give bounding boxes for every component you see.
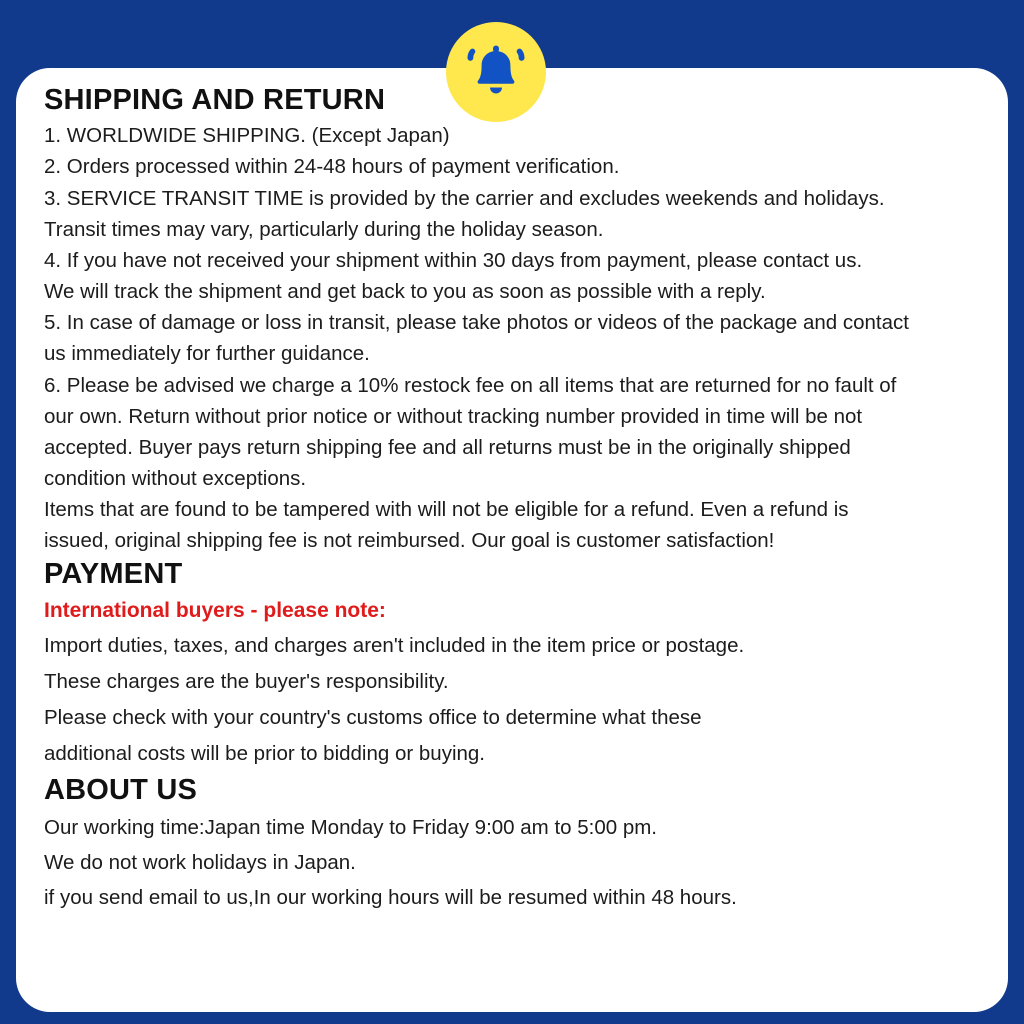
payment-line: Please check with your country's customs office to determine what these xyxy=(44,705,702,729)
policy-card xyxy=(16,68,1008,1012)
payment-line: Import duties, taxes, and charges aren't included in the item price or postage. xyxy=(44,634,745,658)
shipping-line: accepted. Buyer pays return shipping fee and all returns must be in the originally shipped xyxy=(44,435,851,459)
shipping-line: Transit times may vary, particularly during the holiday season. xyxy=(44,217,604,241)
shipping-line: our own. Return without prior notice or without tracking number provided in time will be not xyxy=(44,404,863,428)
payment-section xyxy=(44,556,980,771)
shipping-line: 4. If you have not received your shipment within 30 days from payment, please contact us. xyxy=(44,248,863,272)
about-section-title: ABOUT US xyxy=(44,773,198,806)
shipping-line: 1. WORLDWIDE SHIPPING. (Except Japan) xyxy=(44,124,450,148)
payment-line: additional costs will be prior to bidding or buying. xyxy=(44,741,486,765)
shipping-line: issued, original shipping fee is not reimbursed. Our goal is customer satisfaction! xyxy=(44,529,775,553)
bell-badge xyxy=(446,22,546,122)
about-line: if you send email to us,In our working hours will be resumed within 48 hours. xyxy=(44,886,737,910)
shipping-line: We will track the shipment and get back to you as soon as possible with a reply. xyxy=(44,280,766,304)
payment-section-title: PAYMENT xyxy=(44,558,183,591)
shipping-and-return-section xyxy=(44,82,980,556)
bell-icon xyxy=(465,43,527,101)
shipping-section-title: SHIPPING AND RETURN xyxy=(44,84,386,116)
about-us-section xyxy=(44,772,980,916)
payment-line: These charges are the buyer's responsibility. xyxy=(44,670,449,694)
about-line: Our working time:Japan time Monday to Friday 9:00 am to 5:00 pm. xyxy=(44,815,657,839)
shipping-line: 5. In case of damage or loss in transit, please take photos or videos of the package and contact xyxy=(44,311,909,335)
international-buyers-note: International buyers - please note: xyxy=(44,598,386,622)
shipping-line: us immediately for further guidance. xyxy=(44,342,370,366)
shipping-line: 2. Orders processed within 24-48 hours of payment verification. xyxy=(44,155,620,179)
shipping-line: 3. SERVICE TRANSIT TIME is provided by the carrier and excludes weekends and holidays. xyxy=(44,186,885,210)
shipping-line: condition without exceptions. xyxy=(44,466,307,490)
shipping-line: 6. Please be advised we charge a 10% restock fee on all items that are returned for no fault of xyxy=(44,373,897,397)
about-line: We do not work holidays in Japan. xyxy=(44,851,356,875)
shipping-line: Items that are found to be tampered with will not be eligible for a refund. Even a refund is xyxy=(44,498,849,522)
